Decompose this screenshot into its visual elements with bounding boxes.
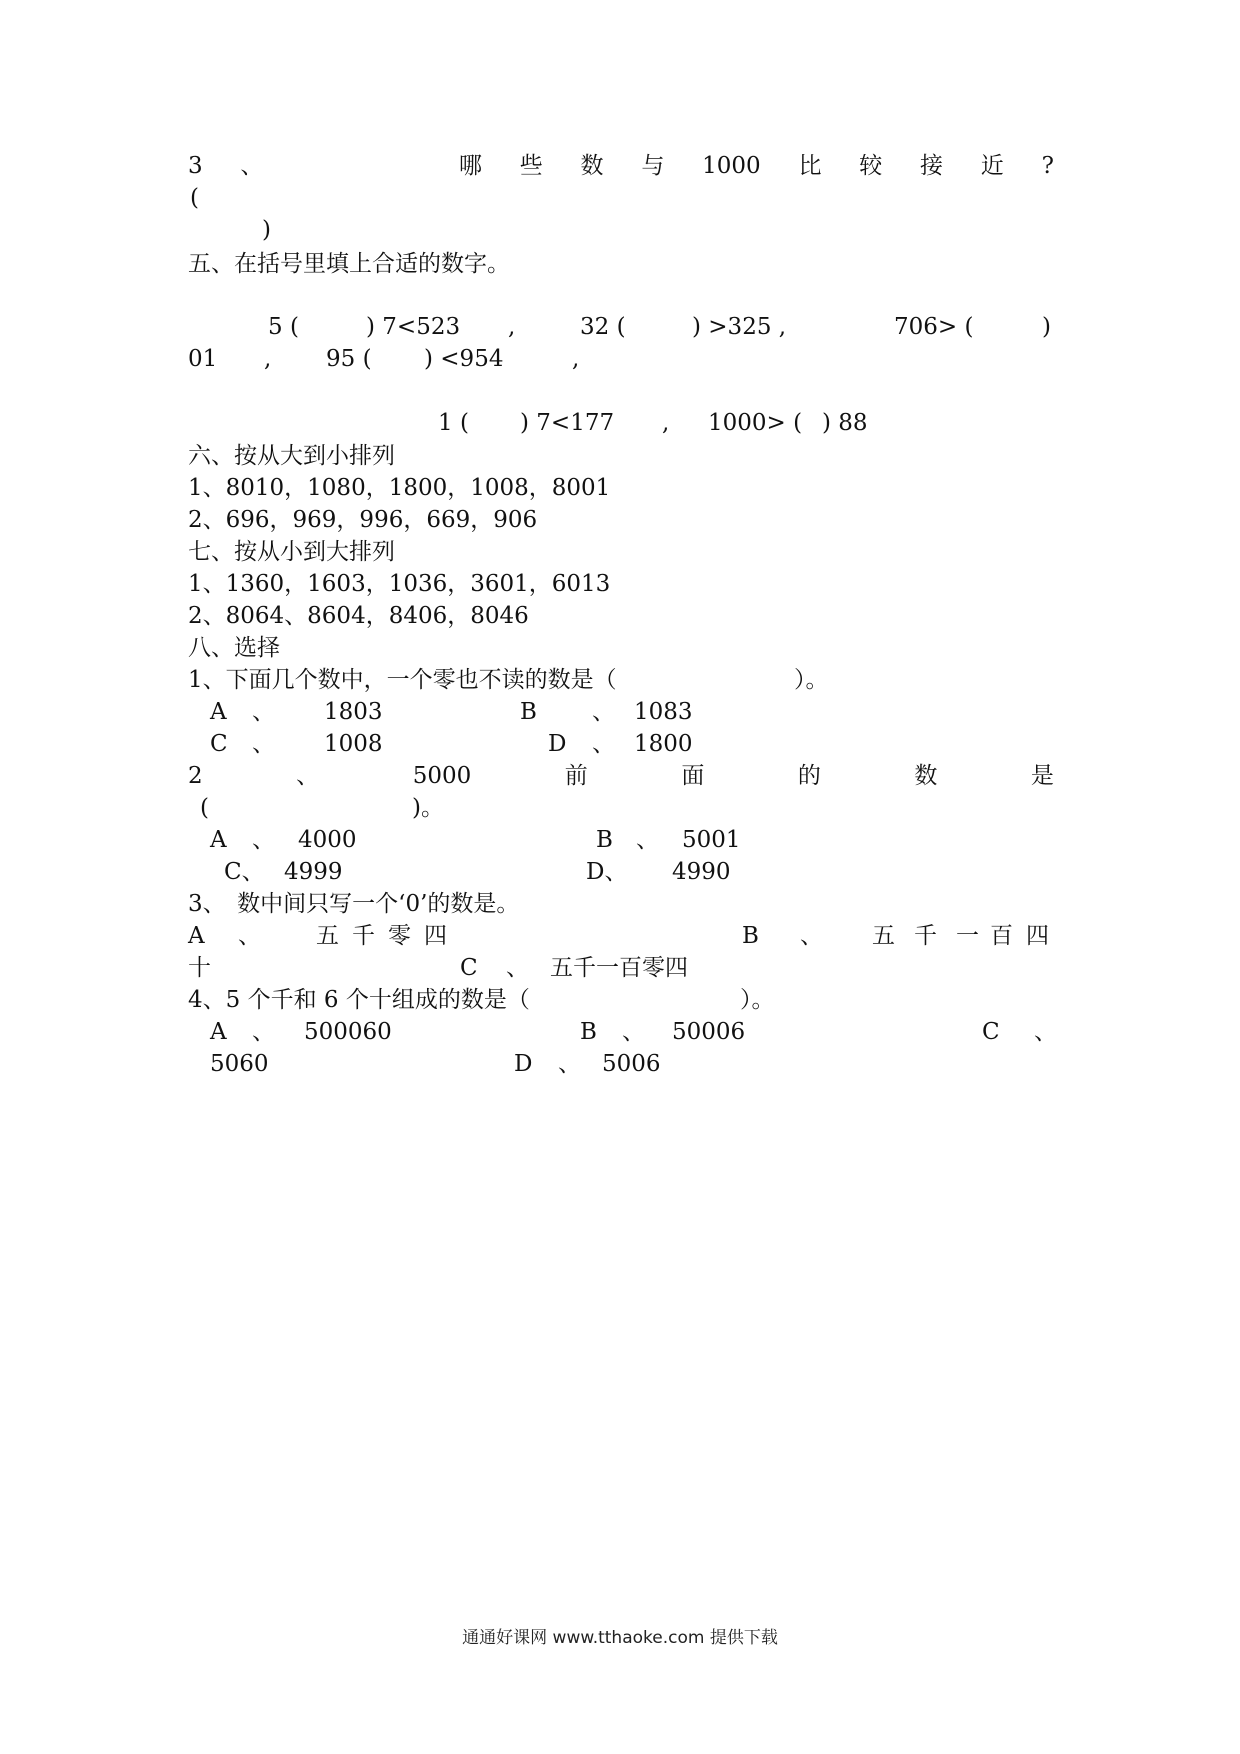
option-sep: 、 bbox=[800, 923, 823, 949]
option-char: 一 bbox=[956, 923, 979, 949]
option-char: 百 bbox=[990, 923, 1013, 949]
section-7-item-1: 1、1360，1603，1036，3601，6013 bbox=[188, 571, 611, 597]
option-letter: D、 bbox=[586, 859, 628, 885]
q8-2-answer-blank bbox=[188, 792, 1054, 824]
q8-1-options-row-1 bbox=[188, 696, 1054, 728]
q8-3-options-row-2 bbox=[188, 952, 1054, 984]
option-value: 五千一百零四 bbox=[550, 955, 688, 981]
option-letter: C bbox=[210, 731, 228, 757]
option-letter: D bbox=[514, 1051, 533, 1077]
fill-blank-item: 1 ( bbox=[438, 410, 469, 436]
option-value: 50006 bbox=[672, 1019, 746, 1045]
q8-1-stem bbox=[188, 664, 1054, 696]
option-sep: 、 bbox=[252, 731, 275, 757]
q3-answer-open bbox=[188, 182, 1054, 214]
close-paren: ) bbox=[262, 217, 271, 243]
option-char: 四 bbox=[424, 923, 447, 949]
question-text: ）。 bbox=[740, 987, 775, 1013]
fill-blank-item: ) 7<177 bbox=[520, 410, 615, 436]
question-text: ）。 bbox=[794, 667, 829, 693]
option-value: 1800 bbox=[634, 731, 693, 757]
fill-blank-item: 1000> ( bbox=[708, 410, 803, 436]
separator: , bbox=[264, 346, 272, 372]
section-6-title: 六、按从大到小排列 bbox=[188, 443, 395, 469]
fill-blank-item: ) <954 bbox=[424, 346, 504, 372]
option-letter: C bbox=[460, 955, 478, 981]
option-char: 五 bbox=[872, 923, 895, 949]
open-paren: ( bbox=[200, 795, 209, 821]
q8-2-options-row-2 bbox=[188, 856, 1054, 888]
close-paren: ) bbox=[1042, 314, 1051, 340]
option-letter: C、 bbox=[224, 859, 265, 885]
option-value: 1083 bbox=[634, 699, 693, 725]
open-paren: ( bbox=[190, 185, 199, 211]
section-6-item-2: 2、696，969，996，669，906 bbox=[188, 507, 538, 533]
q8-4-stem bbox=[188, 984, 1054, 1016]
q8-3-stem: 3、 数中间只写一个‘0’的数是。 bbox=[188, 891, 520, 917]
option-value: 5006 bbox=[602, 1051, 661, 1077]
question-token: 、 bbox=[296, 763, 320, 789]
q3-answer-close bbox=[188, 214, 1054, 246]
q8-1-options-row-2 bbox=[188, 728, 1054, 760]
option-letter: A bbox=[210, 827, 227, 853]
option-sep: 、 bbox=[592, 731, 615, 757]
q3-token: 1000 bbox=[702, 153, 761, 179]
page-footer: 通通好课网 www.tthaoke.com 提供下载 bbox=[462, 1628, 778, 1648]
q3-token: 数 bbox=[580, 153, 604, 179]
option-letter: A bbox=[210, 699, 227, 725]
close-paren: )。 bbox=[412, 795, 444, 821]
question-token: 的 bbox=[797, 763, 821, 789]
option-sep: 、 bbox=[252, 699, 275, 725]
fill-blank-item: ) 7<523 bbox=[366, 314, 461, 340]
option-sep: 、 bbox=[252, 1019, 275, 1045]
section-7-title: 七、按从小到大排列 bbox=[188, 539, 395, 565]
option-value: 1008 bbox=[324, 731, 383, 757]
option-char: 千 bbox=[352, 923, 375, 949]
question-token: 是 bbox=[1030, 763, 1054, 789]
option-char: 四 bbox=[1026, 923, 1049, 949]
option-letter: C bbox=[982, 1019, 1000, 1045]
fill-blank-item: ) >325 , bbox=[692, 314, 787, 340]
fill-blank-item: 32 ( bbox=[580, 314, 626, 340]
q3-token: 、 bbox=[240, 153, 264, 179]
fill-blank-item: 706> ( bbox=[894, 314, 974, 340]
q3-token: ? bbox=[1041, 153, 1054, 179]
q8-2-options-row-1 bbox=[188, 824, 1054, 856]
option-sep: 、 bbox=[252, 827, 275, 853]
question-token: 2 bbox=[188, 763, 203, 789]
question-text: 4、5 个千和 6 个十组成的数是（ bbox=[188, 987, 530, 1013]
question-token: 面 bbox=[681, 763, 705, 789]
question-token: 数 bbox=[914, 763, 938, 789]
option-char: 零 bbox=[388, 923, 411, 949]
fill-blank-item: 95 ( bbox=[326, 346, 372, 372]
option-letter: B bbox=[520, 699, 537, 725]
separator: , bbox=[662, 410, 670, 436]
option-letter: D bbox=[548, 731, 567, 757]
option-value: 4999 bbox=[284, 859, 343, 885]
option-sep: 、 bbox=[592, 699, 615, 725]
fill-blank-item: 01 bbox=[188, 346, 218, 372]
section-5-row-3 bbox=[188, 407, 1054, 439]
section-5-row-1 bbox=[188, 311, 1054, 343]
section-5-title: 五、在括号里填上合适的数字。 bbox=[188, 251, 510, 277]
option-letter: A bbox=[210, 1019, 227, 1045]
q3-token: 近 bbox=[980, 153, 1004, 179]
option-sep: 、 bbox=[558, 1051, 581, 1077]
option-letter: B bbox=[742, 923, 759, 949]
option-value: 5060 bbox=[210, 1051, 269, 1077]
option-letter: B bbox=[596, 827, 613, 853]
option-sep: 、 bbox=[506, 955, 529, 981]
option-value: 4000 bbox=[298, 827, 357, 853]
option-sep: 、 bbox=[238, 923, 261, 949]
option-value: 1803 bbox=[324, 699, 383, 725]
option-value: 500060 bbox=[304, 1019, 392, 1045]
question-token: 5000 bbox=[412, 763, 472, 789]
option-char: 千 bbox=[914, 923, 937, 949]
section-5-row-2 bbox=[188, 343, 1054, 375]
q8-4-options-row-1 bbox=[188, 1016, 1057, 1048]
separator: , bbox=[572, 346, 580, 372]
question-text: 1、下面几个数中，一个零也不读的数是（ bbox=[188, 667, 617, 693]
option-value: 5001 bbox=[682, 827, 741, 853]
q8-3-options-row-1 bbox=[188, 920, 1054, 952]
q3-token: 些 bbox=[519, 153, 543, 179]
q3-stem bbox=[188, 150, 1054, 182]
q3-token: 接 bbox=[920, 153, 943, 179]
option-char: 十 bbox=[188, 955, 211, 981]
q3-token: 3 bbox=[188, 153, 203, 179]
option-letter: A bbox=[188, 923, 205, 949]
q8-4-options-row-2 bbox=[188, 1048, 1054, 1080]
section-6-item-1: 1、8010，1080，1800，1008，8001 bbox=[188, 475, 611, 501]
q8-2-stem bbox=[188, 760, 1054, 792]
option-sep: 、 bbox=[1034, 1019, 1057, 1045]
option-sep: 、 bbox=[622, 1019, 645, 1045]
option-value: 4990 bbox=[672, 859, 731, 885]
option-sep: 、 bbox=[636, 827, 659, 853]
section-7-item-2: 2、8064、8604，8406，8046 bbox=[188, 603, 529, 629]
question-token: 前 bbox=[564, 763, 588, 789]
option-letter: B bbox=[580, 1019, 597, 1045]
separator: , bbox=[508, 314, 516, 340]
q3-token: 较 bbox=[859, 153, 883, 179]
q3-token: 哪 bbox=[458, 153, 482, 179]
option-char: 五 bbox=[316, 923, 339, 949]
q3-token: 与 bbox=[641, 153, 665, 179]
q3-token: 比 bbox=[798, 153, 822, 179]
fill-blank-item: ) 88 bbox=[822, 410, 868, 436]
fill-blank-item: 5 ( bbox=[268, 314, 299, 340]
section-8-title: 八、选择 bbox=[188, 635, 280, 661]
